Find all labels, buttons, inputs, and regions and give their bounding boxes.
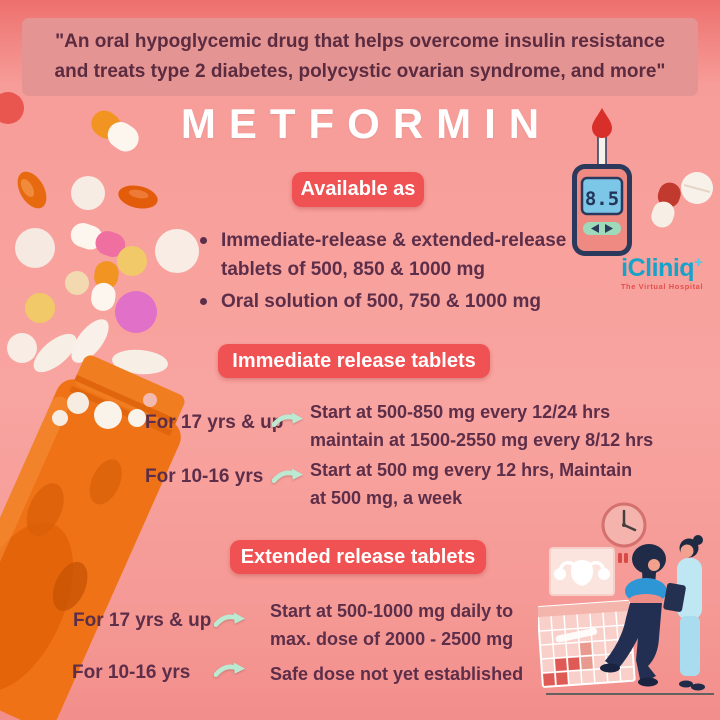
available-as-badge: Available as [292,172,424,207]
quote-line2: and treats type 2 diabetes, polycystic ovarian syndrome, and more" [54,61,666,82]
quote-box [22,18,698,96]
dose-instructions: Start at 500-850 mg every 12/24 hrs maintain at 1500-2550 mg every 8/12 hrs [310,402,654,450]
dose-row [72,662,190,684]
glucometer-icon [568,106,636,261]
doctor-figure [663,535,705,691]
arrow-icon [272,410,304,430]
list-item [200,287,600,316]
arrow-icon [214,660,246,680]
available-as-list [200,226,600,319]
clock-icon [603,504,645,546]
iclinic-logo [606,254,718,291]
age-group-label: For 10-16 yrs [72,662,191,683]
age-group-label: For 10-16 yrs [145,466,264,487]
bullet-line: Oral solution of 500, 750 & 1000 mg [221,291,541,312]
dose-row [145,466,263,488]
age-group-label: For 17 yrs & up [145,412,284,433]
uterus-diagram [550,548,628,595]
list-item [200,226,600,284]
arrow-icon [272,466,304,486]
bullet-dot [200,237,207,244]
page-title: METFORMIN [180,100,553,147]
plus-icon: + [694,254,703,271]
dose-instructions: Start at 500-1000 mg daily to max. dose of 2000 - 2500 mg [270,601,514,649]
arrow-icon [214,610,246,630]
bullet-line: Immediate-release & extended-release [221,230,567,251]
doctor-patient-illustration [538,498,720,705]
immediate-release-badge: Immediate release tablets [218,344,490,378]
bullet-dot [200,298,207,305]
pill-capsule-icon [640,165,720,230]
dose-instructions: Safe dose not yet established [270,664,524,684]
logo-tagline: The Virtual Hospital [620,282,704,291]
extended-release-badge: Extended release tablets [230,540,486,574]
dose-instructions: Start at 500 mg every 12 hrs, Maintain at 500 mg, a week [310,460,633,508]
dose-row [145,412,283,434]
glucometer-reading: 8.5 [584,188,620,210]
quote-line1: "An oral hypoglycemic drug that helps overcome insulin resistance [55,31,665,52]
bullet-line: tablets of 500, 850 & 1000 mg [221,259,486,280]
age-group-label: For 17 yrs & up [73,610,212,631]
logo-text: iCliniq [621,254,695,282]
dose-row [73,610,211,632]
